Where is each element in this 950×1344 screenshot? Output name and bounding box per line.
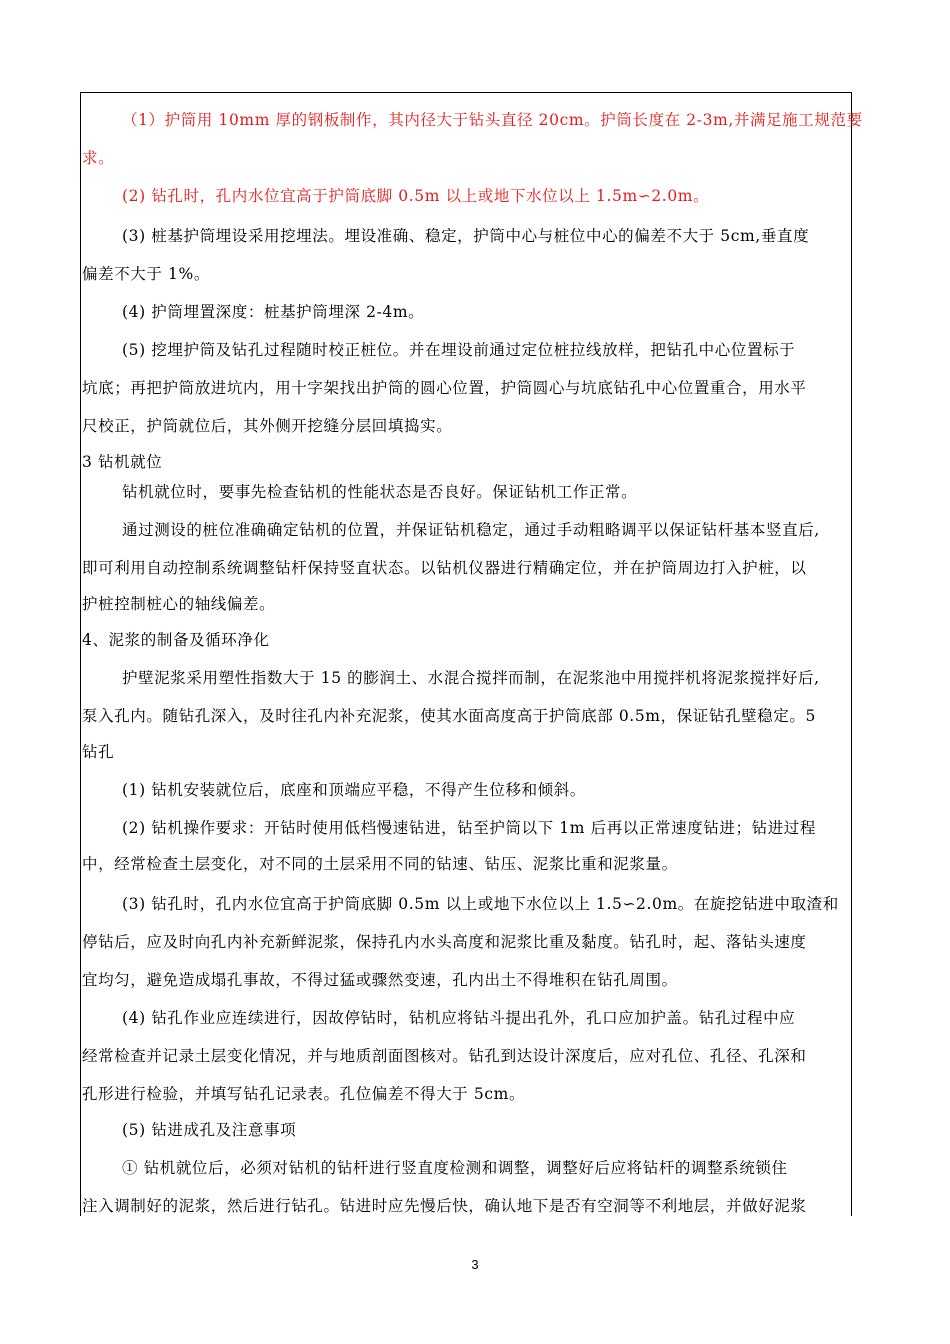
line-25: (4) 钻孔作业应连续进行，因故停钻时，钻机应将钻斗提出孔外，孔口应加护盖。钻孔过程中应 — [122, 1009, 796, 1027]
line-22: (3) 钻孔时，孔内水位宜高于护筒底脚 0.5m 以上或地下水位以上 1.5∽2.0m。在旋挖钻进中取渣和 — [122, 895, 839, 913]
line-15: 4、泥浆的制备及循环净化 — [82, 631, 270, 649]
line-29: ① 钻机就位后，必须对钻机的钻杆进行竖直度检测和调整，调整好后应将钻杆的调整系统锁住 — [122, 1159, 788, 1177]
line-30: 注入调制好的泥浆，然后进行钻孔。钻进时应先慢后快，确认地下是否有空洞等不利地层，并做好泥浆 — [82, 1197, 807, 1215]
line-28: (5) 钻进成孔及注意事项 — [122, 1121, 297, 1139]
line-26: 经常检查并记录土层变化情况，并与地质剖面图核对。钻孔到达设计深度后，应对孔位、孔径、孔深和 — [82, 1047, 807, 1065]
line-13: 即可利用自动控制系统调整钻杆保持竖直状态。以钻机仪器进行精确定位，并在护筒周边打入护桩，以 — [82, 559, 807, 577]
line-11: 钻机就位时，要事先检查钻机的性能状态是否良好。保证钻机工作正常。 — [122, 483, 638, 501]
line-10: 3 钻机就位 — [82, 453, 163, 471]
page-number: 3 — [471, 1257, 479, 1272]
line-12: 通过测设的桩位准确确定钻机的位置，并保证钻机稳定，通过手动粗略调平以保证钻杆基本竖直后, — [122, 521, 820, 539]
line-21: 中，经常检查土层变化，对不同的土层采用不同的钻速、钻压、泥浆比重和泥浆量。 — [82, 855, 678, 873]
line-19: (1) 钻机安装就位后，底座和顶端应平稳，不得产生位移和倾斜。 — [122, 781, 586, 799]
line-24: 宜均匀，避免造成塌孔事故，不得过猛或骤然变速，孔内出土不得堆积在钻孔周围。 — [82, 971, 678, 989]
line-7: (5) 挖埋护筒及钻孔过程随时校正桩位。并在埋设前通过定位桩拉线放样，把钻孔中心位置标于 — [122, 341, 796, 359]
line-14: 护桩控制桩心的轴线偏差。 — [82, 595, 276, 613]
line-27: 孔形进行检验，并填写钻孔记录表。孔位偏差不得大于 5cm。 — [82, 1085, 526, 1103]
line-6: (4) 护筒埋置深度：桩基护筒埋深 2-4m。 — [122, 303, 425, 321]
line-20: (2) 钻机操作要求：开钻时使用低档慢速钻进，钻至护筒以下 1m 后再以正常速度钻进；钻进过程 — [122, 819, 816, 837]
line-9: 尺校正，护筒就位后，其外侧开挖缝分层回填捣实。 — [82, 417, 453, 435]
line-17: 泵入孔内。随钻孔深入，及时往孔内补充泥浆，使其水面高度高于护筒底部 0.5m，保证钻孔壁稳定。5 — [82, 707, 816, 725]
line-1: （1）护筒用 10mm 厚的钢板制作，其内径大于钻头直径 20cm。护筒长度在 2-3m,并满足施工规范要 — [122, 111, 863, 129]
line-8: 坑底；再把护筒放进坑内，用十字架找出护筒的圆心位置，护筒圆心与坑底钻孔中心位置重合，用水平 — [82, 379, 807, 397]
line-5: 偏差不大于 1%。 — [82, 265, 210, 283]
line-4: (3) 桩基护筒埋设采用挖埋法。埋设准确、稳定，护筒中心与桩位中心的偏差不大于 5cm,垂直度 — [122, 227, 810, 245]
line-18: 钻孔 — [82, 743, 115, 761]
line-23: 停钻后，应及时向孔内补充新鲜泥浆，保持孔内水头高度和泥浆比重及黏度。钻孔时，起、落钻头速度 — [82, 933, 807, 951]
line-16: 护壁泥浆采用塑性指数大于 15 的膨润土、水混合搅拌而制，在泥浆池中用搅拌机将泥浆搅拌好后, — [122, 669, 820, 687]
line-3: (2) 钻孔时，孔内水位宜高于护筒底脚 0.5m 以上或地下水位以上 1.5m∽2.0m。 — [122, 187, 710, 205]
line-2: 求。 — [82, 149, 115, 167]
